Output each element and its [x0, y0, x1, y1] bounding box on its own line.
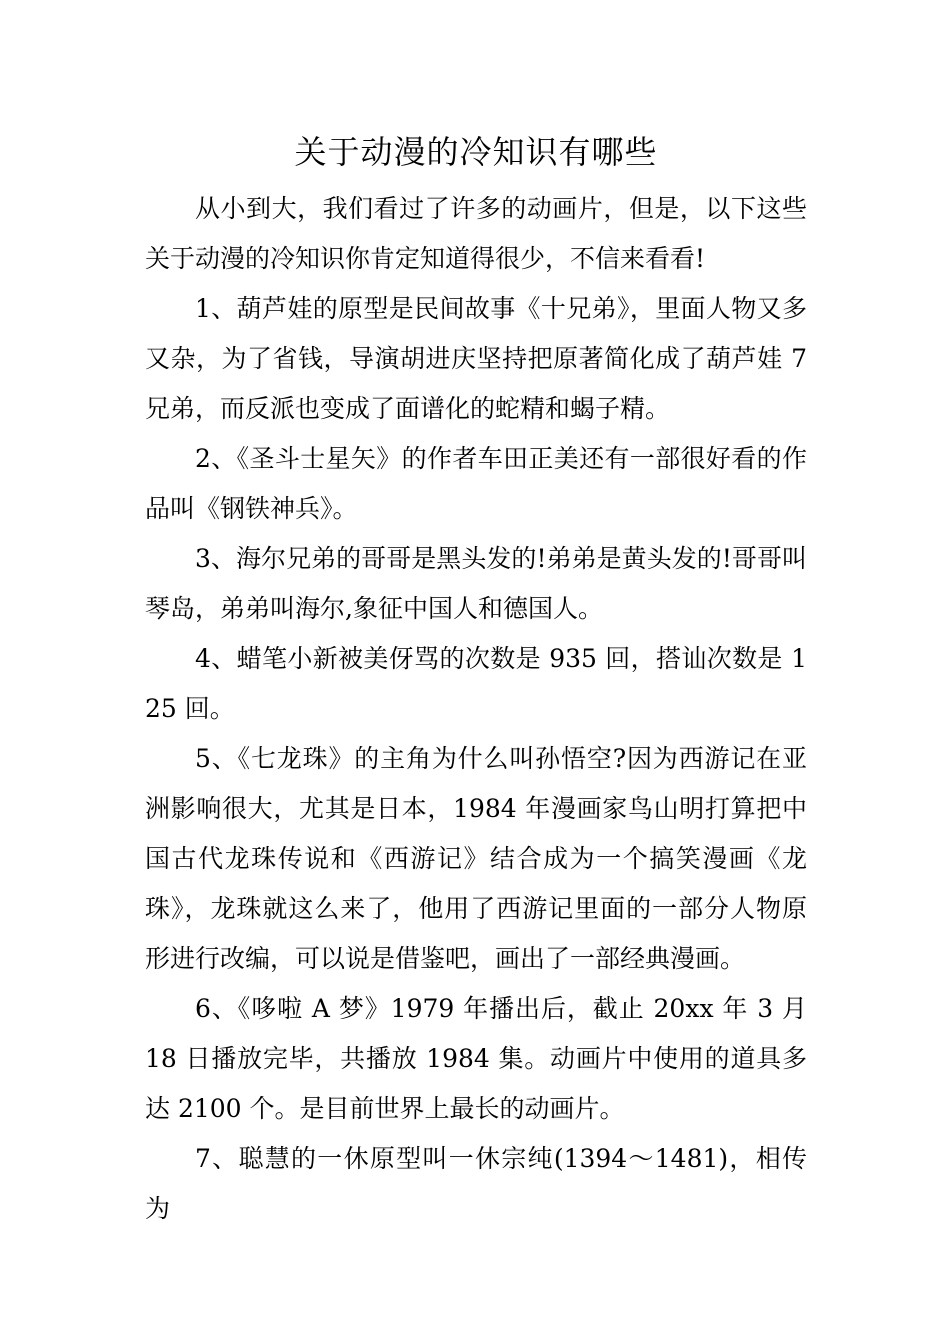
- paragraph-item-1: 1、葫芦娃的原型是民间故事《十兄弟》，里面人物又多又杂，为了省钱，导演胡进庆坚持把原著简化成了葫芦娃 7 兄弟，而反派也变成了面谱化的蛇精和蝎子精。: [145, 294, 807, 423]
- paragraph-item-6: 6、《哆啦 A 梦》1979 年播出后，截止 20xx 年 3 月 18 日播放完毕，共播放 1984 集。动画片中使用的道具多达 2100 个。是目前世界上最长的动画片。: [145, 994, 807, 1123]
- paragraph-intro: 从小到大，我们看过了许多的动画片，但是，以下这些关于动漫的冷知识你肯定知道得很少，不信来看看!: [145, 194, 807, 273]
- paragraph-item-7: 7、聪慧的一休原型叫一休宗纯(1394～1481)，相传为: [145, 1144, 807, 1223]
- document-title: 关于动漫的冷知识有哪些: [294, 133, 658, 171]
- paragraph-item-3: 3、海尔兄弟的哥哥是黑头发的!弟弟是黄头发的!哥哥叫琴岛，弟弟叫海尔,象征中国人和德国人。: [145, 544, 807, 623]
- paragraph-item-5: 5、《七龙珠》的主角为什么叫孙悟空?因为西游记在亚洲影响很大，尤其是日本，1984 年漫画家鸟山明打算把中国古代龙珠传说和《西游记》结合成为一个搞笑漫画《龙珠》，龙珠就这么来了，他用了西游记里面的一部分人物原形进行改编，可以说是借鉴吧，画出了一部经典漫画。: [145, 744, 807, 973]
- paragraph-item-4: 4、蜡笔小新被美伢骂的次数是 935 回，搭讪次数是 125 回。: [145, 644, 807, 723]
- document-page: [145, 122, 807, 1234]
- paragraph-item-2: 2、《圣斗士星矢》的作者车田正美还有一部很好看的作品叫《钢铁神兵》。: [145, 444, 807, 523]
